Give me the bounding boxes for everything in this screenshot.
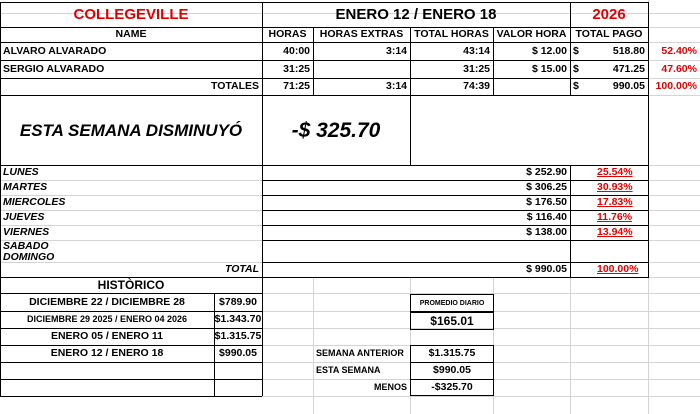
daily-average-label: PROMEDIO DIARIO: [419, 299, 485, 307]
location-title: COLLEGEVILLE: [73, 6, 189, 23]
day-amount: $ 116.40: [526, 211, 567, 224]
employee-extra-hours: [313, 60, 410, 78]
day-amount: $ 138.00: [526, 226, 567, 239]
employee-total-pay: $ 471.25: [573, 62, 645, 75]
col-total-pago-header: TOTAL PAGO: [575, 28, 643, 41]
col-horas-extras-header: HORAS EXTRAS: [319, 28, 404, 41]
col-valor-hora-header: VALOR HORA: [496, 28, 567, 41]
history-week-label: ENERO 05 / ENERO 11: [50, 330, 164, 343]
this-week-value: $990.05: [433, 364, 471, 377]
day-percent: 25.54%: [597, 166, 633, 179]
previous-week-label: SEMANA ANTERIOR: [316, 348, 404, 358]
week-change-label: ESTA SEMANA DISMINUYÓ: [19, 120, 243, 140]
history-week-amount: $990.05: [219, 347, 257, 360]
day-percent: 13.94%: [597, 226, 633, 239]
employee-hours: 40:00: [283, 44, 310, 57]
history-week-label: ENERO 12 / ENERO 18: [50, 347, 164, 360]
week-total-amount: $ 990.05: [526, 263, 567, 276]
day-amount: $ 252.90: [526, 166, 567, 179]
day-label: JUEVES: [3, 211, 45, 224]
day-label: DOMINGO: [3, 251, 55, 264]
day-label: SABADO: [3, 240, 49, 253]
totals-total-hours: 74:39: [463, 80, 490, 93]
totals-hours: 71:25: [283, 80, 310, 93]
totals-label: TOTALES: [210, 80, 259, 93]
day-amount: $ 176.50: [526, 196, 567, 209]
daily-average-value: $165.01: [430, 314, 474, 328]
employee-pay-share: 47.60%: [661, 62, 697, 75]
employee-name: SERGIO ALVARADO: [3, 62, 105, 75]
employee-hour-rate: $ 15.00: [531, 62, 567, 75]
history-week-amount: $789.90: [219, 295, 257, 308]
totals-pay-share: 100.00%: [655, 80, 697, 93]
day-amount: $ 306.25: [526, 181, 567, 194]
difference-label: MENOS: [373, 382, 407, 392]
difference-value: -$325.70: [431, 381, 473, 394]
history-week-label: DICIEMBRE 22 / DICIEMBRE 28: [29, 295, 185, 308]
day-percent: 30.93%: [597, 181, 633, 194]
history-week-amount: $1.343.70: [214, 313, 262, 326]
day-percent: 17.83%: [597, 196, 633, 209]
employee-total-hours: 31:25: [463, 62, 490, 75]
this-week-label: ESTA SEMANA: [316, 365, 381, 375]
week-total-percent: 100.00%: [597, 263, 639, 276]
day-label: MIERCOLES: [3, 196, 66, 209]
day-label: MARTES: [3, 181, 48, 194]
employee-hour-rate: $ 12.00: [531, 44, 567, 57]
employee-hours: 31:25: [283, 62, 310, 75]
employee-extra-hours: 3:14: [385, 44, 407, 57]
week-change-amount: -$ 325.70: [291, 118, 381, 142]
totals-total-pay: $ 990.05: [573, 80, 645, 93]
employee-name: ALVARO ALVARADO: [3, 44, 107, 57]
week-total-label: TOTAL: [224, 263, 259, 276]
history-week-amount: $1.315.75: [214, 330, 262, 343]
employee-total-pay: $ 518.80: [573, 44, 645, 57]
previous-week-value: $1.315.75: [428, 347, 476, 360]
employee-total-hours: 43:14: [463, 44, 490, 57]
totals-extra-hours: 3:14: [385, 80, 407, 93]
col-total-horas-header: TOTAL HORAS: [414, 28, 489, 41]
history-title: HISTÒRICO: [97, 278, 165, 292]
employee-pay-share: 52.40%: [661, 44, 697, 57]
week-range-title: ENERO 12 / ENERO 18: [335, 6, 497, 23]
col-name-header: NAME: [115, 28, 147, 41]
year-title: 2026: [592, 6, 626, 23]
day-label: VIERNES: [3, 226, 50, 239]
col-horas-header: HORAS: [268, 28, 307, 41]
history-week-label: DICIEMBRE 29 2025 / ENERO 04 2026: [26, 314, 188, 324]
day-label: LUNES: [3, 166, 39, 179]
day-percent: 11.76%: [597, 211, 633, 224]
